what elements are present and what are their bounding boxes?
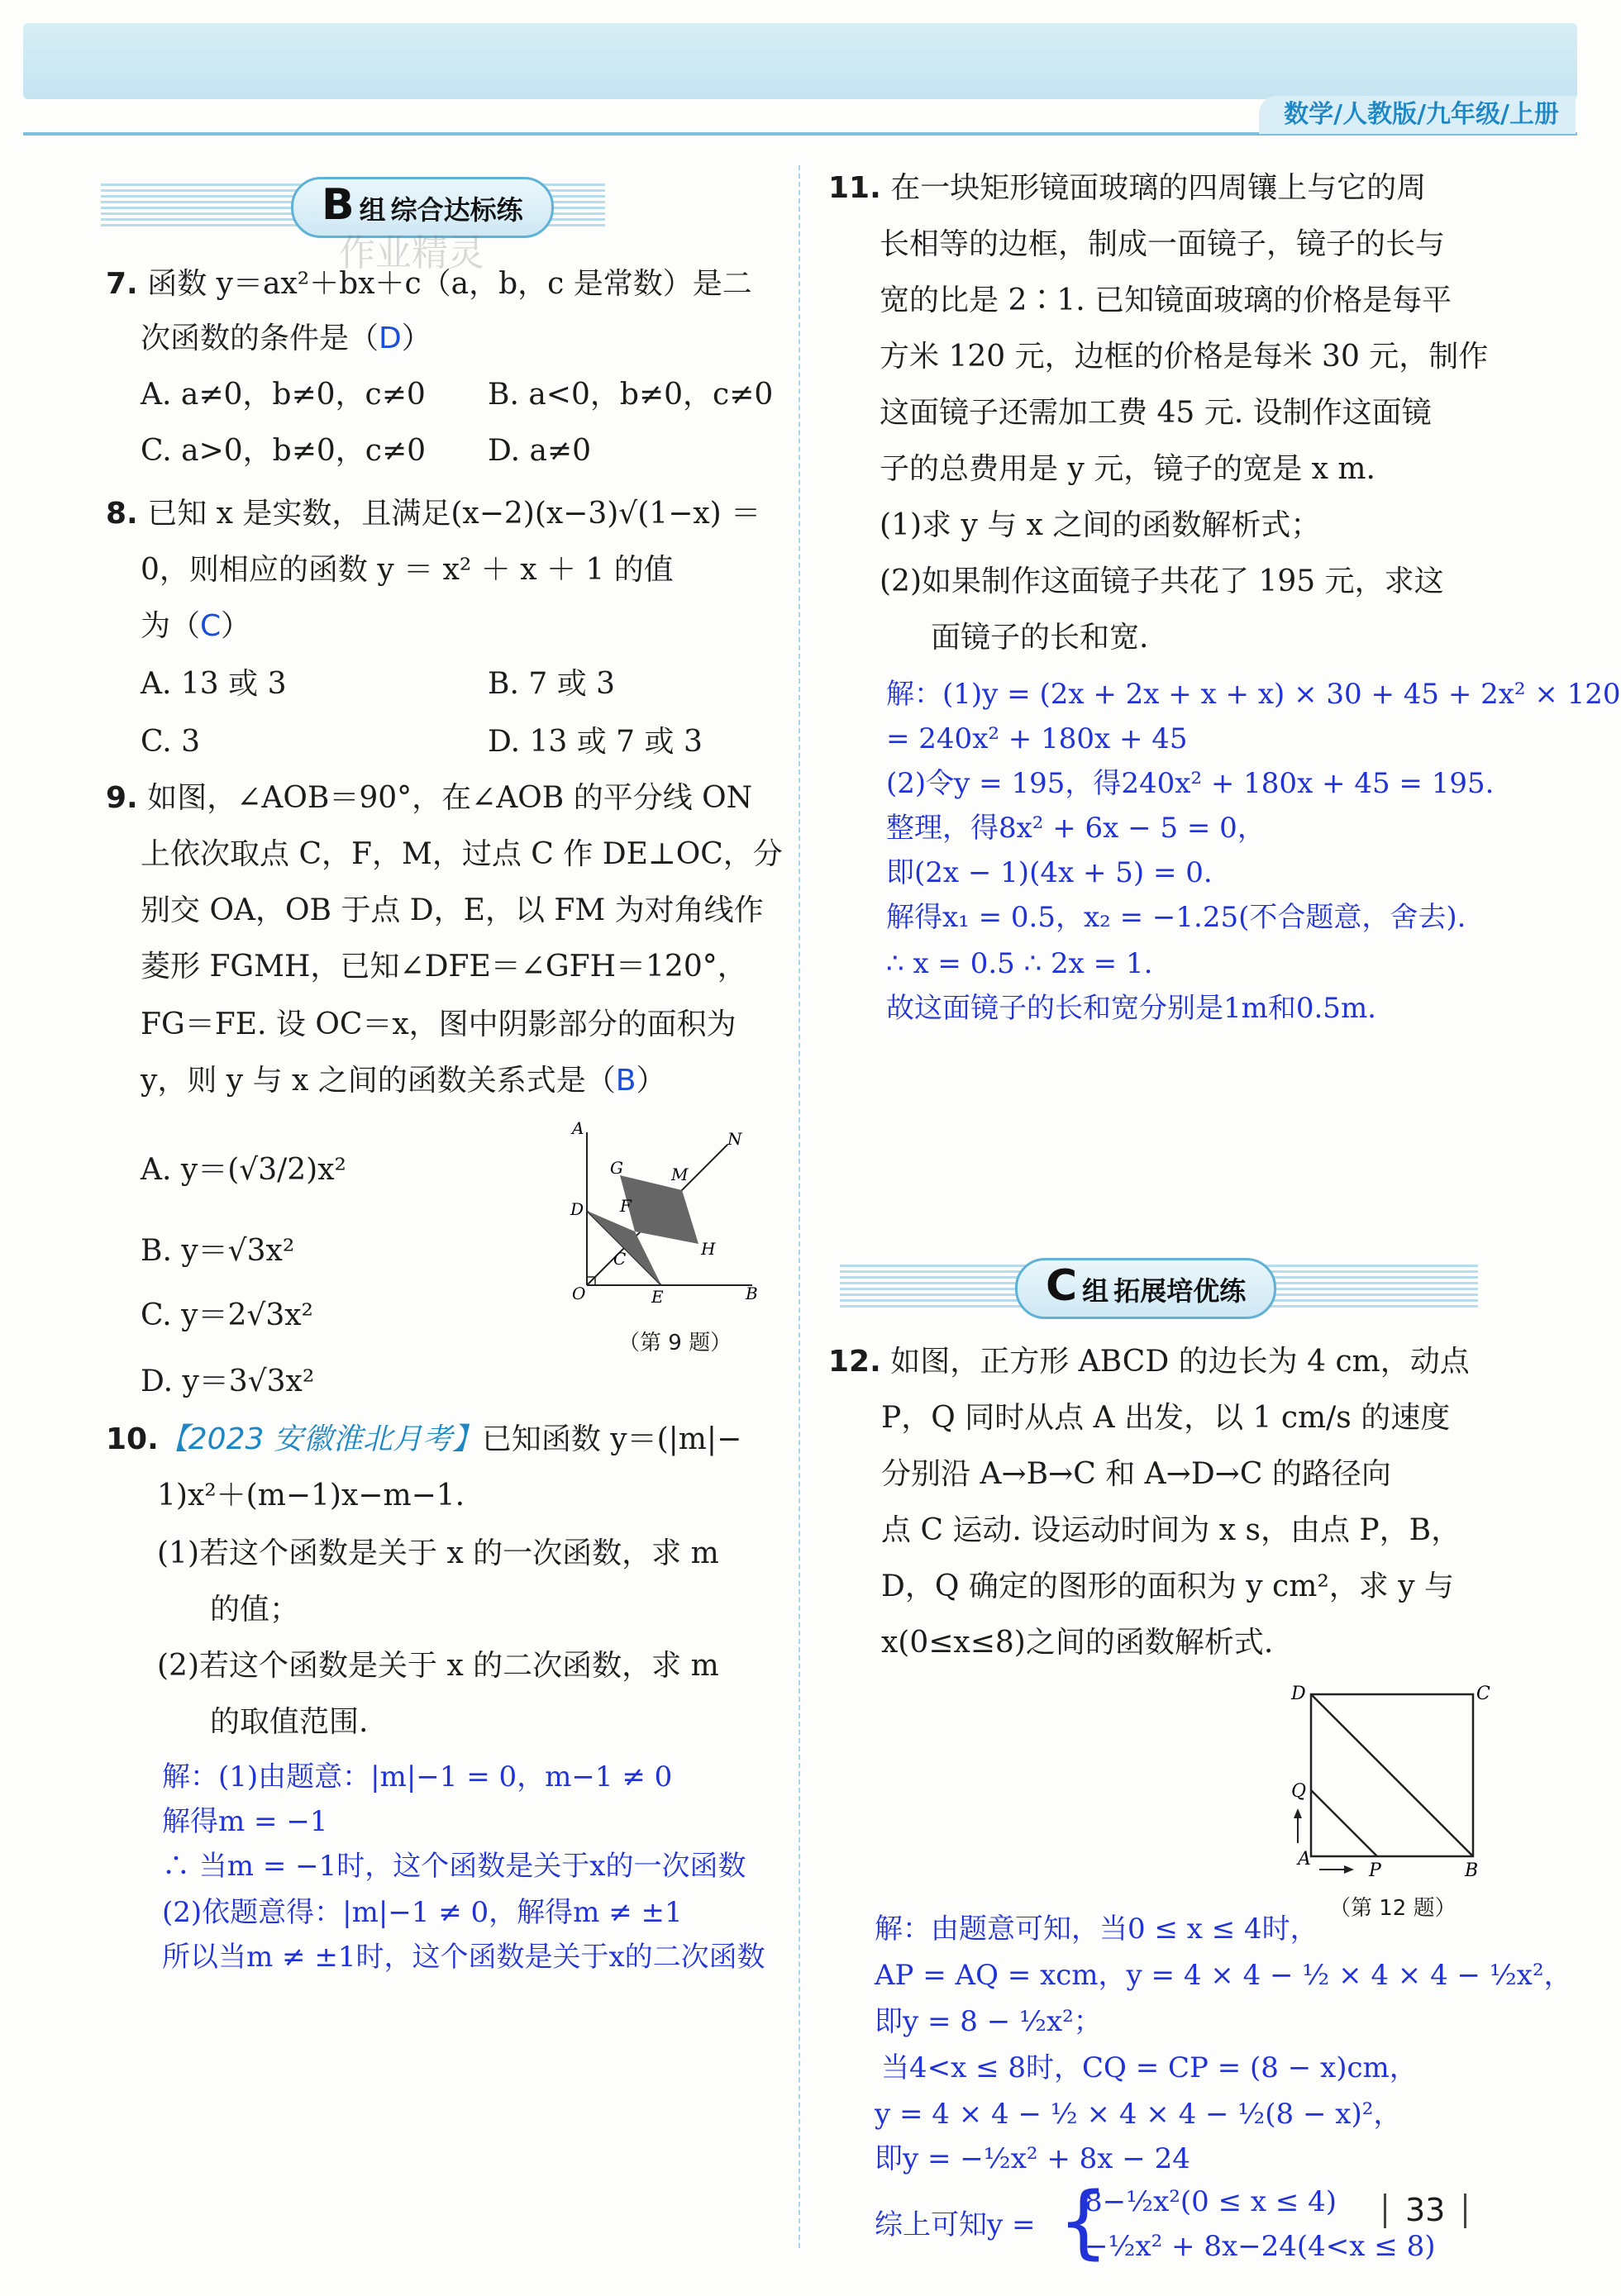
fig12-label-d: D bbox=[1291, 1684, 1306, 1704]
section-c-suffix: 组 bbox=[1082, 1275, 1109, 1307]
fig9-label-g: G bbox=[610, 1158, 623, 1178]
section-b-suffix: 组 bbox=[359, 194, 386, 226]
column-divider bbox=[799, 165, 800, 2248]
fig12-label-a: A bbox=[1298, 1849, 1311, 1870]
q7-answer: D bbox=[379, 322, 402, 355]
q11-solution-1: 解：(1)y = (2x + 2x + x + x) × 30 + 45 + 2x² × 120 bbox=[886, 678, 1621, 711]
q12-line2: P，Q 同时从点 A 出发，以 1 cm/s 的速度 bbox=[881, 1401, 1451, 1435]
q12-solution-2: AP = AQ = xcm，y = 4 × 4 − ½ × 4 × 4 − ½x²， bbox=[875, 1959, 1572, 1992]
q10-solution-4: (2)依题意得：|m|−1 ≠ 0，解得m ≠ ±1 bbox=[162, 1896, 683, 1929]
q10-sub1a: (1)若这个函数是关于 x 的一次函数，求 m bbox=[157, 1536, 719, 1570]
q11-line4: 方米 120 元，边框的价格是每米 30 元，制作 bbox=[880, 340, 1489, 374]
q11-line6: 子的总费用是 y 元，镜子的宽是 x m. bbox=[880, 452, 1375, 486]
q9-answer: B bbox=[615, 1064, 636, 1098]
q11-solution-3: (2)令y = 195，得240x² + 180x + 45 = 195. bbox=[886, 767, 1495, 800]
q10-sub1b: 的值； bbox=[210, 1593, 300, 1627]
q11-solution-7: ∴ x = 0.5 ∴ 2x = 1. bbox=[886, 947, 1153, 980]
q8-text3-end: ） bbox=[221, 609, 251, 643]
q9-option-b: B. y＝√3x² bbox=[141, 1234, 295, 1268]
fig12-label-p: P bbox=[1369, 1860, 1381, 1881]
q10-solution-1: 解：(1)由题意：|m|−1 = 0，m−1 ≠ 0 bbox=[162, 1760, 673, 1793]
q9-line2: 上依次取点 C，F，M，过点 C 作 DE⊥OC，分 bbox=[141, 837, 783, 871]
q10-text1: 已知函数 y＝(|m|− bbox=[481, 1422, 742, 1456]
q8-line2: 0，则相应的函数 y ＝ x² ＋ x ＋ 1 的值 bbox=[141, 553, 674, 587]
section-b-letter: B bbox=[322, 180, 355, 230]
q8-text1: 已知 x 是实数，且满足(x−2)(x−3)√(1−x) ＝ bbox=[147, 497, 761, 531]
q7-line1 bbox=[106, 266, 752, 302]
q7-option-a: A. a≠0，b≠0，c≠0 bbox=[141, 378, 426, 412]
q8-option-c: C. 3 bbox=[141, 725, 201, 759]
q8-option-a: A. 13 或 3 bbox=[141, 667, 287, 701]
q9-number: 9. bbox=[106, 781, 138, 815]
section-c-pill bbox=[1015, 1258, 1276, 1319]
q12-solution-4: 当4<x ≤ 8时，CQ = CP = (8 − x)cm， bbox=[881, 2051, 1418, 2084]
q9-line5: FG＝FE. 设 OC＝x，图中阴影部分的面积为 bbox=[141, 1007, 737, 1041]
q10-source-tag: 【2023 安徽淮北月考】 bbox=[158, 1422, 482, 1456]
q12-solution-6: 即y = −½x² + 8x − 24 bbox=[875, 2142, 1190, 2175]
page-number: 33 bbox=[1405, 2192, 1446, 2228]
q12-number: 12. bbox=[828, 1345, 881, 1379]
q7-number: 7. bbox=[106, 267, 138, 301]
segment-qp bbox=[1311, 1790, 1377, 1856]
q12-line4: 点 C 运动. 设运动时间为 x s，由点 P，B， bbox=[881, 1513, 1461, 1547]
watermark: 作业精灵 bbox=[339, 232, 484, 274]
q10-line2: 1)x²＋(m−1)x−m−1. bbox=[157, 1479, 465, 1512]
q12-summary-case1: 8−½x²(0 ≤ x ≤ 4) bbox=[1085, 2185, 1337, 2218]
q7-text2: 次函数的条件是（ bbox=[141, 322, 379, 355]
q10-solution-3: ∴ 当m = −1时，这个函数是关于x的一次函数 bbox=[162, 1850, 746, 1883]
section-b-title: 综合达标练 bbox=[390, 194, 523, 226]
fig9-label-a: A bbox=[572, 1118, 584, 1138]
q12-solution-3: 即y = 8 − ½x²； bbox=[875, 2005, 1102, 2038]
q8-text3: 为（ bbox=[141, 609, 201, 643]
q8-answer: C bbox=[200, 609, 222, 643]
q7-text2-end: ） bbox=[401, 322, 431, 355]
fig12-label-c: C bbox=[1476, 1684, 1490, 1704]
fig12-label-b: B bbox=[1465, 1860, 1479, 1881]
q7-line2 bbox=[141, 321, 431, 357]
q7-option-b: B. a<0，b≠0，c≠0 bbox=[488, 378, 774, 412]
q11-line2: 长相等的边框，制成一面镜子，镜子的长与 bbox=[880, 227, 1446, 261]
q12-solution-5: y = 4 × 4 − ½ × 4 × 4 − ½(8 − x)²， bbox=[875, 2098, 1402, 2131]
fig9-label-e: E bbox=[651, 1287, 664, 1307]
q11-number: 11. bbox=[828, 171, 881, 205]
q11-solution-5: 即(2x − 1)(4x + 5) = 0. bbox=[886, 856, 1213, 889]
q9-option-a: A. y＝(√3/2)x² bbox=[141, 1153, 346, 1187]
fig9-label-f: F bbox=[620, 1196, 632, 1216]
q12-text1: 如图，正方形 ABCD 的边长为 4 cm，动点 bbox=[890, 1345, 1470, 1379]
q9-line1 bbox=[106, 780, 752, 817]
q9-figure-caption: （第 9 题） bbox=[618, 1331, 732, 1355]
q12-solution-1: 解：由题意可知，当0 ≤ x ≤ 4时， bbox=[875, 1913, 1318, 1946]
q10-line1 bbox=[106, 1422, 741, 1458]
fig12-label-q: Q bbox=[1291, 1781, 1307, 1802]
section-b-banner bbox=[101, 180, 605, 230]
q11-line3: 宽的比是 2∶1. 已知镜面玻璃的价格是每平 bbox=[880, 283, 1452, 317]
fig9-label-b: B bbox=[746, 1284, 758, 1303]
breadcrumb: 数学/人教版/九年级/上册 bbox=[1259, 96, 1576, 134]
top-band bbox=[23, 23, 1577, 99]
q9-line3: 别交 OA，OB 于点 D，E，以 FM 为对角线作 bbox=[141, 893, 764, 927]
q12-line5: D，Q 确定的图形的面积为 y cm²，求 y 与 bbox=[881, 1570, 1455, 1603]
q10-solution-2: 解得m = −1 bbox=[162, 1805, 328, 1838]
q8-option-d: D. 13 或 7 或 3 bbox=[488, 725, 703, 759]
section-c-title: 拓展培优练 bbox=[1113, 1275, 1247, 1307]
fig9-label-m: M bbox=[671, 1165, 689, 1184]
q11-solution-2: = 240x² + 180x + 45 bbox=[886, 722, 1188, 755]
q12-summary-case2: −½x² + 8x−24(4<x ≤ 8) bbox=[1085, 2230, 1436, 2263]
q10-number: 10. bbox=[106, 1422, 159, 1456]
q8-number: 8. bbox=[106, 497, 138, 531]
q11-solution-8: 故这面镜子的长和宽分别是1m和0.5m. bbox=[886, 992, 1376, 1025]
q10-solution-5: 所以当m ≠ ±1时，这个函数是关于x的二次函数 bbox=[162, 1941, 765, 1974]
arrow-up-head bbox=[1294, 1808, 1302, 1818]
q11-sub2a: (2)如果制作这面镜子共花了 195 元，求这 bbox=[880, 564, 1444, 598]
q10-sub2a: (2)若这个函数是关于 x 的二次函数，求 m bbox=[157, 1649, 719, 1683]
fig9-label-n: N bbox=[727, 1129, 742, 1149]
q12-summary-brace: { bbox=[1058, 2175, 1109, 2268]
q11-solution-4: 整理，得8x² + 6x − 5 = 0， bbox=[886, 812, 1266, 845]
q11-text1: 在一块矩形镜面玻璃的四周镶上与它的周 bbox=[890, 171, 1427, 205]
section-c-letter: C bbox=[1046, 1261, 1078, 1311]
q9-text1: 如图，∠AOB＝90°，在∠AOB 的平分线 ON bbox=[147, 781, 753, 815]
q12-line1 bbox=[828, 1344, 1470, 1380]
q7-option-c: C. a>0，b≠0，c≠0 bbox=[141, 434, 427, 468]
q9-line6 bbox=[141, 1063, 665, 1099]
q8-line3 bbox=[141, 608, 250, 645]
q12-line6: x(0≤x≤8)之间的函数解析式. bbox=[881, 1626, 1274, 1660]
q7-option-d: D. a≠0 bbox=[488, 434, 591, 468]
arrow-right-head bbox=[1344, 1865, 1354, 1874]
q12-figure-caption: （第 12 题） bbox=[1329, 1896, 1457, 1921]
q11-line5: 这面镜子还需加工费 45 元. 设制作这面镜 bbox=[880, 396, 1432, 430]
section-c-banner bbox=[840, 1261, 1478, 1311]
q10-sub2b: 的取值范围. bbox=[210, 1705, 369, 1739]
q11-sub1: (1)求 y 与 x 之间的函数解析式； bbox=[880, 508, 1321, 542]
q8-option-b: B. 7 或 3 bbox=[488, 667, 616, 701]
fig9-label-o: O bbox=[572, 1284, 586, 1303]
q12-summary-prefix: 综上可知y = bbox=[875, 2208, 1036, 2241]
q11-sub2b: 面镜子的长和宽. bbox=[931, 621, 1149, 655]
q9-text6: y，则 y 与 x 之间的函数关系式是（ bbox=[141, 1064, 616, 1098]
q9-text6-end: ） bbox=[636, 1064, 666, 1098]
fig9-label-c: C bbox=[613, 1249, 627, 1269]
q9-figure bbox=[562, 1116, 769, 1314]
q12-line3: 分别沿 A→B→C 和 A→D→C 的路径向 bbox=[881, 1457, 1391, 1491]
q9-option-c: C. y＝2√3x² bbox=[141, 1298, 313, 1332]
q11-line1 bbox=[828, 170, 1426, 207]
q11-solution-6: 解得x₁ = 0.5，x₂ = −1.25(不合题意，舍去). bbox=[886, 901, 1466, 934]
fig9-label-d: D bbox=[570, 1199, 584, 1219]
q8-line1 bbox=[106, 496, 760, 532]
fig9-label-h: H bbox=[701, 1239, 716, 1259]
q7-text1: 函数 y＝ax²＋bx＋c（a，b，c 是常数）是二 bbox=[147, 267, 752, 301]
diagonal-db bbox=[1311, 1694, 1473, 1856]
q12-figure bbox=[1281, 1678, 1488, 1884]
q9-line4: 菱形 FGMH，已知∠DFE＝∠GFH＝120°， bbox=[141, 950, 747, 984]
q9-option-d: D. y＝3√3x² bbox=[141, 1365, 315, 1398]
